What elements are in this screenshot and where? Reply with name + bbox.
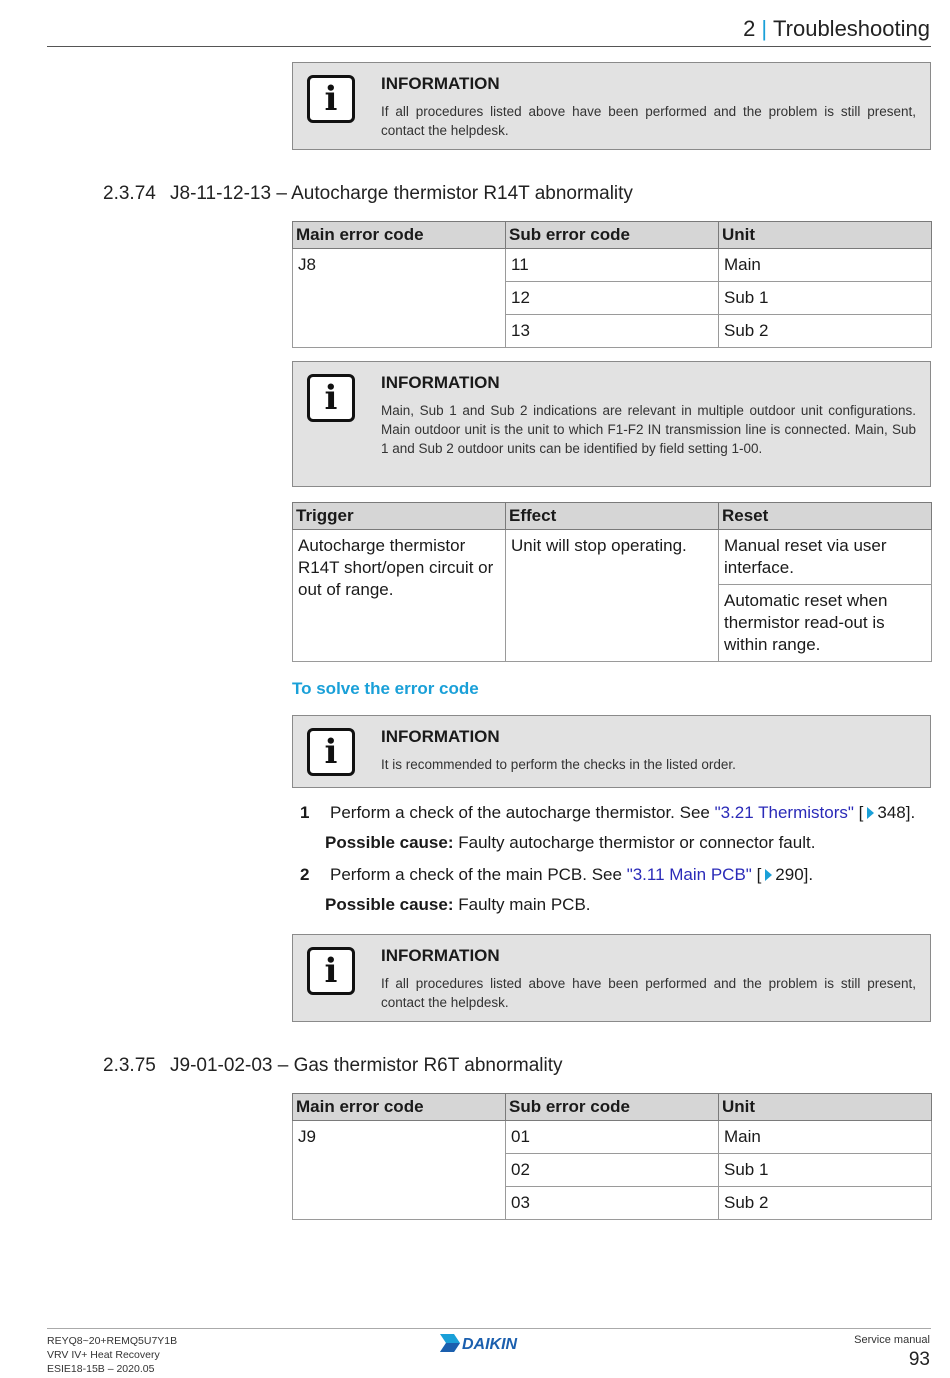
info-text: If all procedures listed above have been performed and the problem is still present, contact the helpdesk. [381,976,916,1010]
section-title: J9-01-02-03 – Gas thermistor R6T abnormality [170,1055,563,1076]
footer-doc-type: Service manual [854,1334,930,1346]
column-header: Unit [719,1094,932,1121]
sub-error-code: 12 [506,282,719,315]
header-separator: | [761,16,768,41]
brand-text: DAIKIN [462,1336,518,1353]
step-number: 1 [300,803,310,822]
trigger-cell: Autocharge thermistor R14T short/open circuit or out of range. [293,530,506,662]
unit-cell: Sub 2 [719,1187,932,1220]
info-box [292,934,931,1022]
possible-cause [325,895,591,915]
sub-error-code: 03 [506,1187,719,1220]
sub-error-code: 11 [506,249,719,282]
info-box [292,361,931,487]
information-icon: i [307,374,355,422]
unit-cell: Sub 1 [719,1154,932,1187]
footer-model: REYQ8~20+REMQ5U7Y1B [47,1335,178,1347]
reset-cell: Automatic reset when thermistor read-out is within range. [719,585,932,662]
chapter-title: Troubleshooting [773,16,930,41]
trigger-effect-reset-table [292,502,932,662]
info-title: INFORMATION [381,373,500,392]
page-header [743,16,930,42]
cause-text: Faulty main PCB. [458,895,591,914]
section-number: 2.3.74 [103,183,156,204]
header-divider [47,46,931,47]
column-header: Main error code [293,1094,506,1121]
unit-cell: Main [719,249,932,282]
step-body: Perform a check of the main PCB. See "3.11 Main PCB" [ 290]. [330,865,814,884]
page-arrow-icon [765,869,772,881]
info-box [292,62,931,150]
solve-heading: To solve the error code [292,679,479,698]
cross-reference-link[interactable]: "3.21 Thermistors" [714,803,854,822]
column-header: Sub error code [506,1094,719,1121]
page-number: 93 [908,1349,930,1370]
section-number: 2.3.75 [103,1055,156,1076]
step-text: Perform a check of the autocharge thermistor. See [330,803,715,822]
info-title: INFORMATION [381,74,500,93]
column-header: Effect [506,503,719,530]
main-error-code: J9 [293,1121,506,1220]
column-header: Reset [719,503,932,530]
footer-divider [47,1328,931,1329]
sub-error-code: 13 [506,315,719,348]
column-header: Sub error code [506,222,719,249]
procedure-step [0,803,950,827]
footer-doc-code: ESIE18-15B – 2020.05 [47,1363,155,1375]
error-code-table [292,221,932,348]
cause-text: Faulty autocharge thermistor or connector fault. [458,833,816,852]
page-reference[interactable]: 290 [775,865,804,884]
cause-label: Possible cause: [325,833,454,852]
information-icon: i [307,728,355,776]
possible-cause [325,833,815,853]
page-arrow-icon [867,807,874,819]
section-heading [103,1055,562,1077]
column-header: Main error code [293,222,506,249]
info-text: It is recommended to perform the checks in the listed order. [381,757,736,772]
step-number: 2 [300,865,310,884]
daikin-logo [440,1332,540,1354]
unit-cell: Main [719,1121,932,1154]
effect-cell: Unit will stop operating. [506,530,719,662]
section-title: J8-11-12-13 – Autocharge thermistor R14T abnormality [170,183,633,204]
info-text: If all procedures listed above have been performed and the problem is still present, contact the helpdesk. [381,104,916,138]
column-header: Trigger [293,503,506,530]
info-title: INFORMATION [381,727,500,746]
reset-cell: Manual reset via user interface. [719,530,932,585]
main-error-code: J8 [293,249,506,348]
sub-error-code: 01 [506,1121,719,1154]
footer-product: VRV IV+ Heat Recovery [47,1349,160,1361]
sub-error-code: 02 [506,1154,719,1187]
unit-cell: Sub 1 [719,282,932,315]
procedure-step [0,865,950,889]
cause-label: Possible cause: [325,895,454,914]
chapter-number: 2 [743,16,756,41]
step-text: Perform a check of the main PCB. See [330,865,627,884]
cross-reference-link[interactable]: "3.11 Main PCB" [626,865,752,884]
info-text: Main, Sub 1 and Sub 2 indications are relevant in multiple outdoor unit configurations. Main outdoor unit is the unit to which F1-F2 IN transmission line is connected. Main, Sub 1 and Sub 2 outdoor units can be identified by field setting 1-00. [381,403,916,456]
information-icon: i [307,947,355,995]
column-header: Unit [719,222,932,249]
step-body: Perform a check of the autocharge thermistor. See "3.21 Thermistors" [ 348]. [330,803,916,822]
unit-cell: Sub 2 [719,315,932,348]
info-title: INFORMATION [381,946,500,965]
footer-document-info [47,1334,177,1376]
information-icon: i [307,75,355,123]
info-box [292,715,931,788]
error-code-table [292,1093,932,1220]
page-reference[interactable]: 348 [877,803,906,822]
section-heading [103,183,633,205]
